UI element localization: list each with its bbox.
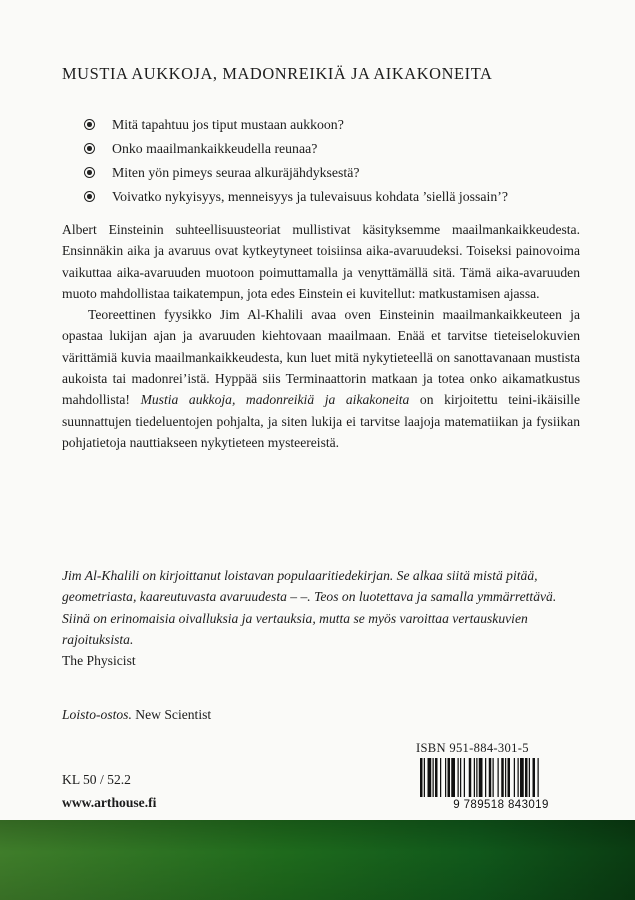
barcode-bar bbox=[479, 758, 483, 797]
bullet-icon bbox=[84, 119, 95, 130]
barcode-bar bbox=[533, 758, 536, 797]
barcode-bar bbox=[464, 758, 465, 797]
barcode-bar bbox=[445, 758, 446, 797]
barcode-bar bbox=[498, 758, 499, 797]
barcode-bars bbox=[420, 758, 539, 797]
book-title-inline: Mustia aukkoja, madonreikiä ja aikakoneita bbox=[140, 392, 410, 408]
book-title: MUSTIA AUKKOJA, MADONREIKIÄ JA AIKAKONEITA bbox=[62, 64, 493, 83]
barcode-bar bbox=[538, 758, 539, 797]
blurb-paragraph-2 bbox=[62, 304, 580, 453]
bullet-icon bbox=[84, 167, 95, 178]
blurb-paragraph-2-end: on kirjoitettu teini-ikäisille suunnattujen tiedeluentojen pohjalta, ja siten lukija ei tarvitse laajoja matematiikan ja fysiikan pohjatietoja nauttiakseen nykytieteen mysteereistä. bbox=[62, 392, 580, 450]
question-list bbox=[84, 113, 508, 209]
barcode-bar bbox=[485, 758, 486, 797]
barcode-bar bbox=[451, 758, 455, 797]
barcode-bar bbox=[493, 758, 494, 797]
barcode-bar bbox=[501, 758, 504, 797]
question-text: Miten yön pimeys seuraa alkuräjähdyksestä? bbox=[112, 165, 360, 180]
barcode-bar bbox=[476, 758, 477, 797]
question-text: Voivatko nykyisyys, menneisyys ja tulevaisuus kohdata ’siellä jossain’? bbox=[112, 189, 508, 204]
review-quote-1 bbox=[62, 565, 582, 671]
barcode-digits: 9 789518 843019 bbox=[453, 799, 549, 810]
green-band-shading bbox=[0, 820, 635, 900]
barcode-bar bbox=[529, 758, 530, 797]
barcode-bar bbox=[433, 758, 434, 797]
list-item bbox=[84, 137, 508, 161]
question-text: Mitä tapahtuu jos tiput mustaan aukkoon? bbox=[112, 117, 344, 132]
review-source: New Scientist bbox=[135, 707, 212, 722]
barcode-bar bbox=[435, 758, 438, 797]
barcode-bar bbox=[514, 758, 515, 797]
barcode-bar bbox=[424, 758, 425, 797]
barcode-bar bbox=[489, 758, 492, 797]
barcode-bar bbox=[469, 758, 472, 797]
barcode-bar bbox=[508, 758, 511, 797]
barcode-bar bbox=[428, 758, 432, 797]
bullet-icon bbox=[84, 143, 95, 154]
barcode-bar bbox=[474, 758, 475, 797]
list-item bbox=[84, 161, 508, 185]
bullet-icon bbox=[84, 191, 95, 202]
review-quote-text: Loisto-ostos. bbox=[62, 707, 132, 722]
library-classification: KL 50 / 52.2 bbox=[62, 772, 131, 787]
blurb-text bbox=[62, 219, 580, 453]
blurb-paragraph-1: Albert Einsteinin suhteellisuusteoriat mullistivat käsityksemme maailmankaikkeudesta. Ensinnäkin aika ja avaruus ovat kytkeytyneet toisiinsa aika-avaruudeksi. Toiseksi painovoima vaikuttaa aika-avaruuden muotoon poimuttamalla ja venyttämällä sitä. Tämä aika-avaruuden muoto mahdollistaa taikatempun, jota edes Einstein ei kuvitellut: matkustamisen ajassa. bbox=[62, 222, 580, 301]
barcode-bar bbox=[440, 758, 441, 797]
publisher-website: www.arthouse.fi bbox=[62, 795, 157, 810]
barcode-bar bbox=[420, 758, 423, 797]
barcode-bar bbox=[448, 758, 451, 797]
barcode-bar bbox=[525, 758, 528, 797]
barcode-bar bbox=[458, 758, 459, 797]
question-text: Onko maailmankaikkeudella reunaa? bbox=[112, 141, 318, 156]
review-source: The Physicist bbox=[62, 653, 136, 669]
barcode-bar bbox=[460, 758, 461, 797]
list-item bbox=[84, 113, 508, 137]
review-quote-2 bbox=[62, 707, 211, 723]
review-quote-text: Jim Al-Khalili on kirjoittanut loistavan populaaritiedekirjan. Se alkaa siitä mistä pitää, geometriasta, kaareutuvasta avaruudesta – –. Teos on luotettava ja samalla ymmärrettävä. Siinä on erinomaisia oivalluksia ja vertauksia, mutta se myös varoittaa vertauskuvien rajoituksista. bbox=[62, 568, 557, 647]
isbn-label: ISBN 951-884-301-5 bbox=[416, 741, 529, 755]
barcode bbox=[416, 758, 586, 810]
list-item bbox=[84, 185, 508, 209]
blurb-paragraph-2-start: Teoreettinen fyysikko Jim Al-Khalili avaa oven Einsteinin maailmankaikkeuteen ja opastaa lukijan ajan ja avaruuden kiehtovaan maailmaan. Enää et tarvitse tieteiselokuvien värittämiä kuvia maailmankaikkeudesta, kun luet mitä nykytieteellä on sanottavanaan mustista aukoista tai madonrei’istä. Hyppää siis Terminaattorin matkaan ja totea onko aikamatkustus mahdollista! bbox=[62, 307, 580, 408]
barcode-bar bbox=[518, 758, 519, 797]
barcode-bar bbox=[520, 758, 524, 797]
barcode-bar bbox=[505, 758, 506, 797]
